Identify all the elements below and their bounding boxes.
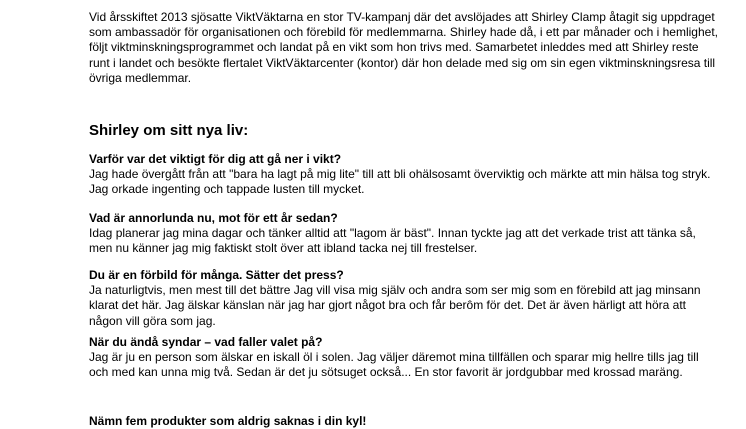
document-page bbox=[89, 10, 719, 428]
qa-item bbox=[89, 152, 719, 198]
qa-item bbox=[89, 268, 719, 329]
question-text: När du ändå syndar – vad faller valet på? bbox=[89, 335, 323, 349]
section-title: Shirley om sitt nya liv: bbox=[89, 122, 249, 139]
qa-item bbox=[89, 335, 719, 381]
answer-text: Jag är ju en person som älskar en iskall öl i solen. Jag väljer däremot mina tillfällen och sparar mig hellre tills jag till och med kan unna mig två. Sedan är det ju sötsuget också... En stor favorit är jordgubbar med krossad maräng. bbox=[89, 350, 699, 380]
answer-text: Ja naturligtvis, men mest till det bättre Jag vill visa mig själv och andra som ser mig som en förebild att jag minsann klarat det här. Jag älskar känslan när jag har gjort något bra och får berôm för det. Det är även härligt att höra att någon vill göra som jag. bbox=[89, 283, 701, 328]
question-text: Du är en förbild för många. Sätter det press? bbox=[89, 268, 344, 282]
question-text: Nämn fem produkter som aldrig saknas i din kyl! bbox=[89, 414, 367, 428]
intro-paragraph: Vid årsskiftet 2013 sjösatte ViktVäktarna en stor TV-kampanj där det avslöjades att Shirley Clamp åtagit sig uppdraget som ambassadör för organisationen och förebild för medlemmarna. Shirley hade då, i ett par månader och i hemlighet, följt viktminskningsprogrammet och landat på en vikt som hon trivs med. Samarbetet inleddes med att Shirley reste runt i landet och besökte flertalet ViktVäktarcenter (kontor) där hon delade med sig om sin egen viktminskningsresa till övriga medlemmar. bbox=[89, 10, 718, 85]
question-text: Varför var det viktigt för dig att gå ner i vikt? bbox=[89, 152, 342, 166]
answer-text: Idag planerar jag mina dagar och tänker alltid att "lagom är bäst". Innan tyckte jag att det verkade trist att tänka så, men nu känner jag mig faktiskt stolt över att ibland tacka nej till frestelser. bbox=[89, 226, 696, 256]
qa-item bbox=[89, 211, 719, 257]
question-text: Vad är annorlunda nu, mot för ett år sedan? bbox=[89, 211, 338, 225]
qa-item bbox=[89, 414, 719, 429]
answer-text: Jag hade övergått från att "bara ha lagt på mig lite" till att bli ohälsosamt överviktig och märkte att min hälsa tog stryk. Jag orkade ingenting och tappade lusten till mycket. bbox=[89, 167, 711, 197]
